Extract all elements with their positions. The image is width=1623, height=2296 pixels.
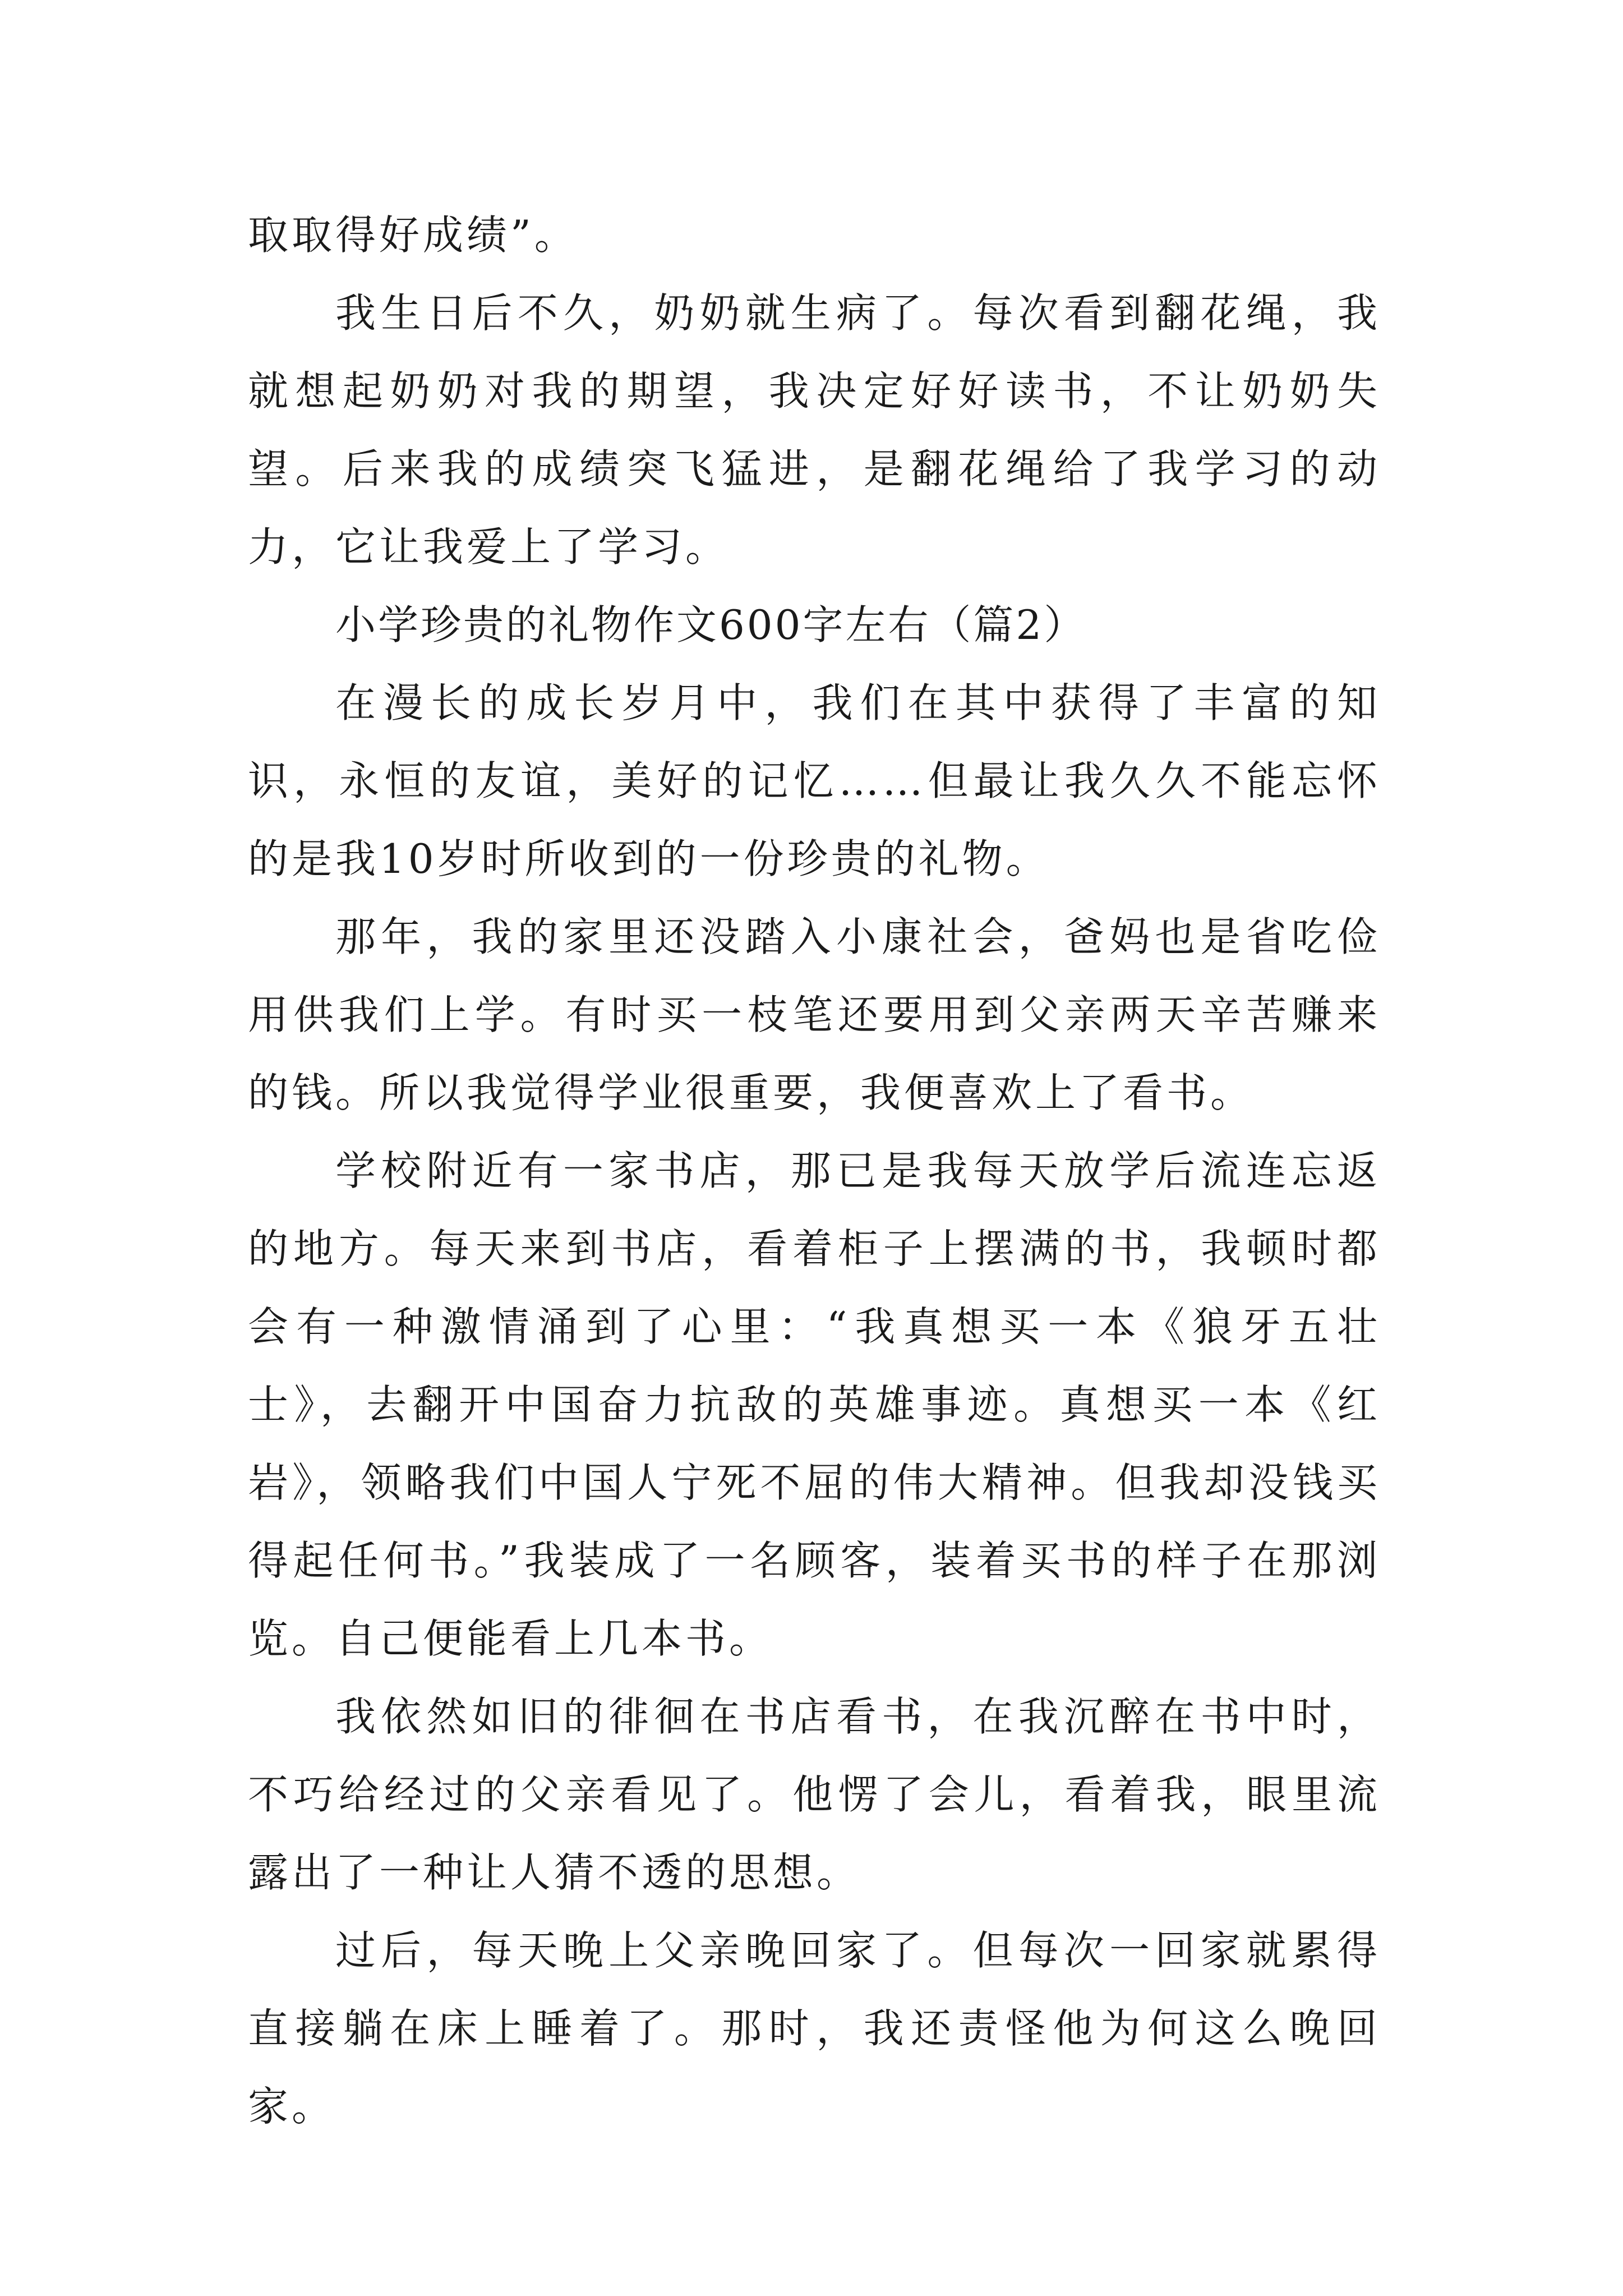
paragraph-family-finances: 那年，我的家里还没踏入小康社会，爸妈也是省吃俭用供我们上学。有时买一枝笔还要用到父亲两天辛苦赚来的钱。所以我觉得学业很重要，我便喜欢上了看书。 xyxy=(248,913,1381,1116)
paragraph-bookstore: 学校附近有一家书店，那已是我每天放学后流连忘返的地方。每天来到书店，看着柜子上摆满的书，我顿时都会有一种激情涌到了心里：“我真想买一本《狼牙五壮士》，去翻开中国奋力抗敌的英雄事迹。真想买一本《红岩》，领略我们中国人宁死不屈的伟大精神。但我却没钱买得起任何书。”我装成了一名顾客，装着买书的样子在那浏览。自己便能看上几本书。 xyxy=(248,1147,1381,1662)
paragraph-father-sees: 我依然如旧的徘徊在书店看书，在我沉醉在书中时，不巧给经过的父亲看见了。他愣了会儿，看着我，眼里流露出了一种让人猜不透的思想。 xyxy=(248,1693,1381,1896)
paragraph-father-late: 过后，每天晚上父亲晚回家了。但每次一回家就累得直接躺在床上睡着了。那时，我还责怪他为何这么晚回家。 xyxy=(248,1927,1381,2130)
paragraph-growing-years: 在漫长的成长岁月中，我们在其中获得了丰富的知识，永恒的友谊，美好的记忆……但最让我久久不能忘怀的是我10岁时所收到的一份珍贵的礼物。 xyxy=(248,679,1381,882)
paragraph-continuation: 取取得好成绩”。 xyxy=(248,211,578,259)
essay-title: 小学珍贵的礼物作文600字左右（篇2） xyxy=(335,601,1087,648)
document-body xyxy=(248,196,1381,2146)
paragraph-grandma-illness: 我生日后不久，奶奶就生病了。每次看到翻花绳，我就想起奶奶对我的期望，我决定好好读书，不让奶奶失望。后来我的成绩突飞猛进，是翻花绳给了我学习的动力，它让我爱上了学习。 xyxy=(248,289,1381,570)
